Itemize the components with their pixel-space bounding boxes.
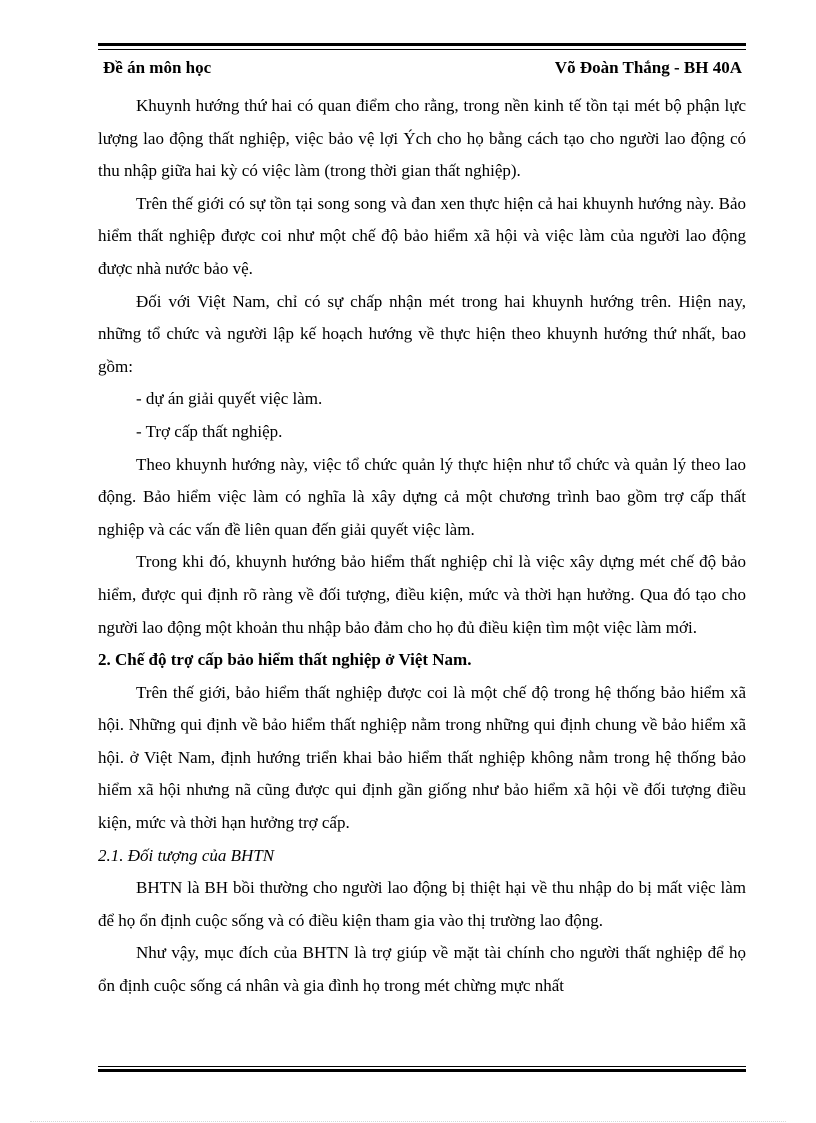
paragraph: Đối với Việt Nam, chỉ có sự chấp nhận mét trong hai khuynh hướng trên. Hiện nay, những tổ chức và người lập kế hoạch hướng về thực hiện theo khuynh hướng thứ nhất, bao gồm:	[98, 291, 746, 376]
header-course-title: Đề án môn học	[103, 58, 212, 77]
page-bottom-dotted-line	[30, 1121, 786, 1122]
paragraph: Trong khi đó, khuynh hướng bảo hiểm thất nghiệp chỉ là việc xây dựng mét chế độ bảo hiểm, được qui định rõ ràng về đối tượng, điều kiện, mức và thời hạn hưởng. Qua đó tạo cho người lao động một khoản thu nhập bảo đảm cho họ đủ điều kiện tìm một việc làm mới.	[98, 552, 746, 637]
page-header	[98, 58, 746, 82]
footer-rule-thin	[98, 1066, 746, 1067]
paragraph: Trên thế giới, bảo hiểm thất nghiệp được coi là một chế độ trong hệ thống bảo hiểm xã hội. Những qui định về bảo hiểm thất nghiệp nằm trong những qui định chung về bảo hiểm xã hội. ở Việt Nam, định hướng triển khai bảo hiểm thất nghiệp không nằm trong hệ thống bảo hiểm xã hội nhưng nã cũng được qui định gần giống như bảo hiểm xã hội về đối tượng điều kiện, mức và thời hạn hưởng trợ cấp.	[98, 682, 746, 833]
list-item: - Trợ cấp thất nghiệp.	[136, 421, 283, 441]
paragraph: Khuynh hướng thứ hai có quan điểm cho rằng, trong nền kinh tế tồn tại mét bộ phận lực lượng lao động thất nghiệp, việc bảo vệ lợi Ých cho họ bằng cách tạo cho người lao động có thu nhập giữa hai kỳ có việc làm (trong thời gian thất nghiệp).	[98, 96, 746, 181]
header-author: Võ Đoàn Thắng - BH 40A	[554, 58, 742, 77]
paragraph: Theo khuynh hướng này, việc tổ chức quản lý thực hiện như tổ chức và quản lý theo lao động. Bảo hiểm việc làm có nghĩa là xây dựng cả một chương trình bao gồm trợ cấp thất nghiệp và các vấn đề liên quan đến giải quyết việc làm.	[98, 454, 746, 539]
footer-rule-thick	[98, 1069, 746, 1072]
header-rule-thick	[98, 43, 746, 46]
section-heading: 2. Chế độ trợ cấp bảo hiểm thất nghiệp ở Việt Nam.	[98, 650, 472, 670]
paragraph: BHTN là BH bồi thường cho người lao động bị thiệt hại về thu nhập do bị mất việc làm để họ ổn định cuộc sống và có điều kiện tham gia vào thị trường lao động.	[98, 878, 746, 930]
paragraph: Trên thế giới có sự tồn tại song song và đan xen thực hiện cả hai khuynh hướng này. Bảo hiểm thất nghiệp được coi như một chế độ bảo hiểm xã hội và việc làm của người lao động được nhà nước bảo vệ.	[98, 193, 746, 278]
header-rule-thin	[98, 49, 746, 50]
paragraph: Như vậy, mục đích của BHTN là trợ giúp về mặt tài chính cho người thất nghiệp để họ ổn định cuộc sống cá nhân và gia đình họ trong mét chừng mực nhất	[98, 943, 746, 996]
subsection-heading: 2.1. Đối tượng của BHTN	[98, 845, 275, 865]
list-item: - dự án giải quyết việc làm.	[136, 389, 323, 409]
document-body	[98, 90, 746, 1003]
